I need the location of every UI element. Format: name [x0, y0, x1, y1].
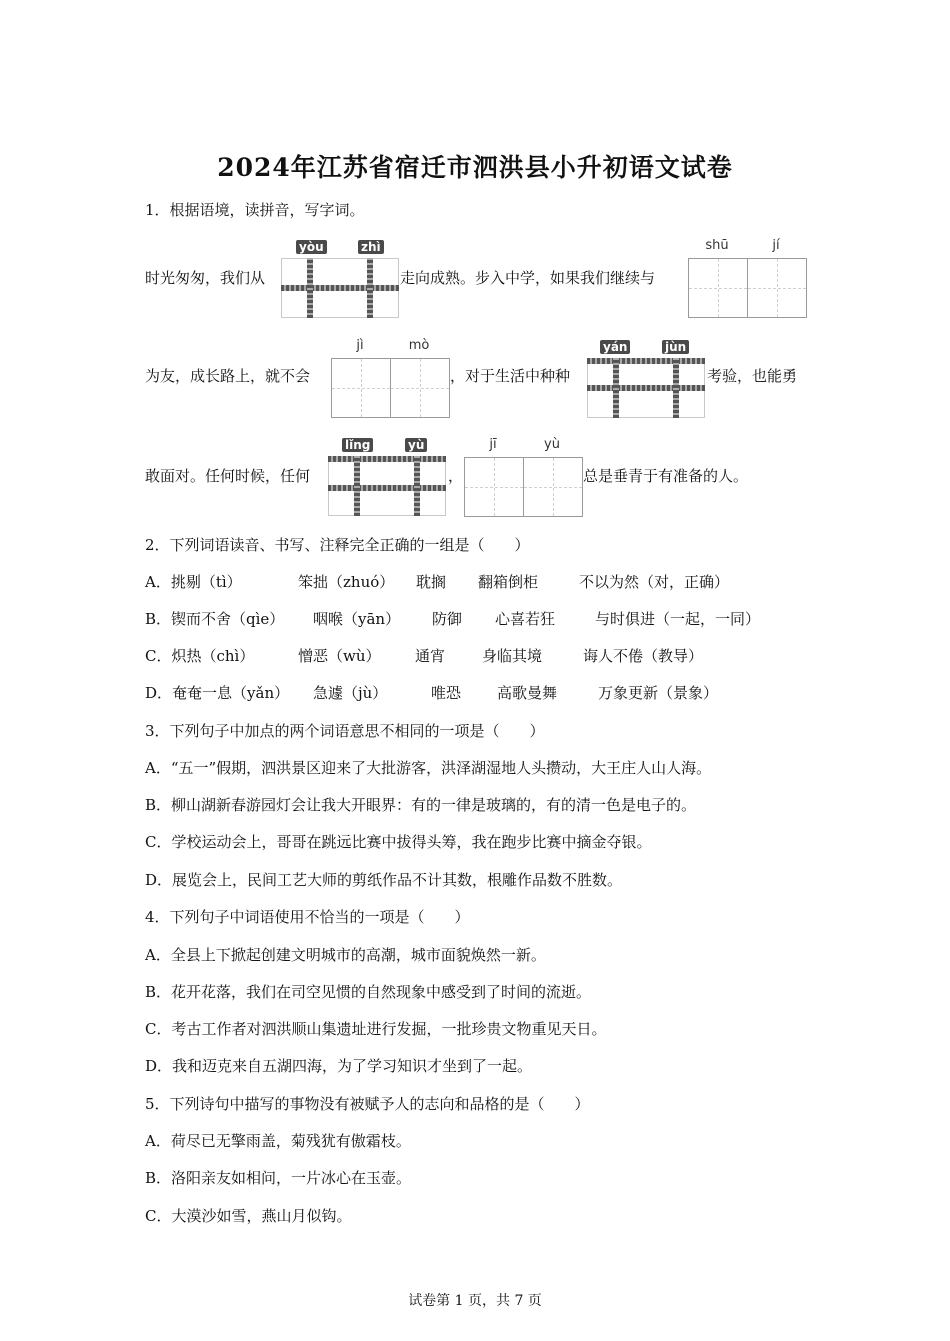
q2-option-d-1: D．奄奄一息（yǎn） — [145, 684, 290, 702]
pinyin-zhi: zhì — [358, 240, 384, 254]
q3-option-c: C．学校运动会上，哥哥在跳远比赛中拔得头筹，我在跑步比赛中摘金夺银。 — [145, 833, 652, 851]
q5-option-a: A．荷尽已无擎雨盖，菊残犹有傲霜枝。 — [145, 1132, 411, 1150]
q3-prompt: 3．下列句子中加点的两个词语意思不相同的一项是（ ） — [145, 722, 545, 740]
q3-option-b: B．柳山湖新春游园灯会让我大开眼界：有的一律是玻璃的，有的清一色是电子的。 — [145, 796, 697, 814]
q1-row3-text-a: 敢面对。任何时候，任何 — [145, 467, 311, 485]
pinyin-ji: jí — [772, 238, 780, 253]
q2-option-d-5: 万象更新（景象） — [598, 684, 719, 702]
answer-box-jiyu[interactable] — [464, 457, 583, 517]
q4-option-d: D．我和迈克来自五湖四海，为了学习知识才坐到了一起。 — [145, 1057, 533, 1075]
answer-box-jimo[interactable] — [331, 358, 450, 418]
answer-box-shuji[interactable] — [688, 258, 807, 318]
q1-row2-text-c: 考验，也能勇 — [707, 367, 798, 385]
q1-row1-text-a: 时光匆匆，我们从 — [145, 269, 266, 287]
q2-option-a-4: 翻箱倒柜 — [478, 573, 539, 591]
pinyin-ling: lǐng — [342, 438, 373, 452]
q4-prompt: 4．下列句子中词语使用不恰当的一项是（ ） — [145, 908, 470, 926]
page-footer: 试卷第 1 页，共 7 页 — [408, 1293, 542, 1309]
q2-option-d-2: 急遽（jù） — [313, 684, 388, 702]
pinyin-you: yòu — [296, 240, 327, 254]
pinyin-yu2: yù — [544, 437, 560, 452]
q2-option-d-3: 唯恐 — [431, 684, 462, 702]
q2-option-c-5: 诲人不倦（教导） — [583, 647, 704, 665]
q1-row3-text-b: ， — [448, 467, 464, 485]
answer-box-yanjun[interactable] — [587, 358, 705, 418]
q2-option-b-2: 咽喉（yān） — [313, 610, 401, 628]
q2-option-a-5: 不以为然（对，正确） — [579, 573, 730, 591]
pinyin-shu: shū — [705, 238, 729, 253]
pinyin-ji2: jì — [356, 338, 364, 353]
q2-option-c-1: C．炽热（chì） — [145, 647, 255, 665]
q1-row3-text-c: 总是垂青于有准备的人。 — [583, 467, 749, 485]
q2-option-c-4: 身临其境 — [482, 647, 543, 665]
q5-option-c: C．大漠沙如雪，燕山月似钩。 — [145, 1207, 352, 1225]
page-title: 2024年江苏省宿迁市泗洪县小升初语文试卷 — [217, 153, 733, 182]
q1-row2-text-a: 为友，成长路上，就不会 — [145, 367, 311, 385]
q5-prompt: 5．下列诗句中描写的事物没有被赋予人的志向和品格的是（ ） — [145, 1095, 590, 1113]
q2-option-d-4: 高歌曼舞 — [497, 684, 558, 702]
q5-option-b: B．洛阳亲友如相问，一片冰心在玉壶。 — [145, 1169, 412, 1187]
pinyin-ji3: jī — [489, 437, 497, 452]
pinyin-mo: mò — [408, 338, 430, 353]
pinyin-yu: yù — [405, 438, 427, 452]
q2-option-c-3: 通宵 — [415, 647, 446, 665]
q2-option-c-2: 憎恶（wù） — [298, 647, 381, 665]
answer-box-youzhi[interactable] — [281, 258, 399, 318]
q2-option-a-2: 笨拙（zhuó） — [298, 573, 395, 591]
pinyin-yan: yán — [600, 340, 630, 354]
q2-option-b-5: 与时俱进（一起，一同） — [595, 610, 761, 628]
q3-option-d: D．展览会上，民间工艺大师的剪纸作品不计其数，根雕作品数不胜数。 — [145, 871, 623, 889]
q1-row2-text-b: ，对于生活中种种 — [450, 367, 571, 385]
q4-option-a: A．全县上下掀起创建文明城市的高潮，城市面貌焕然一新。 — [145, 946, 546, 964]
pinyin-jun: jùn — [662, 340, 689, 354]
answer-box-lingyu[interactable] — [328, 456, 446, 516]
q2-prompt: 2．下列词语读音、书写、注释完全正确的一组是（ ） — [145, 536, 530, 554]
q3-option-a: A．“五一”假期，泗洪景区迎来了大批游客，洪泽湖湿地人头攒动，大王庄人山人海。 — [145, 759, 712, 777]
q2-option-a-1: A．挑剔（tì） — [145, 573, 242, 591]
q2-option-b-4: 心喜若狂 — [495, 610, 556, 628]
q2-option-b-3: 防御 — [432, 610, 463, 628]
q4-option-b: B．花开花落，我们在司空见惯的自然现象中感受到了时间的流逝。 — [145, 983, 592, 1001]
q2-option-b-1: B．锲而不舍（qìe） — [145, 610, 285, 628]
q1-prompt: 1．根据语境，读拼音，写字词。 — [145, 201, 365, 219]
q2-option-a-3: 耽搁 — [416, 573, 447, 591]
q4-option-c: C．考古工作者对泗洪顺山集遗址进行发掘，一批珍贵文物重见天日。 — [145, 1020, 607, 1038]
q1-row1-text-b: 走向成熟。步入中学，如果我们继续与 — [400, 269, 656, 287]
